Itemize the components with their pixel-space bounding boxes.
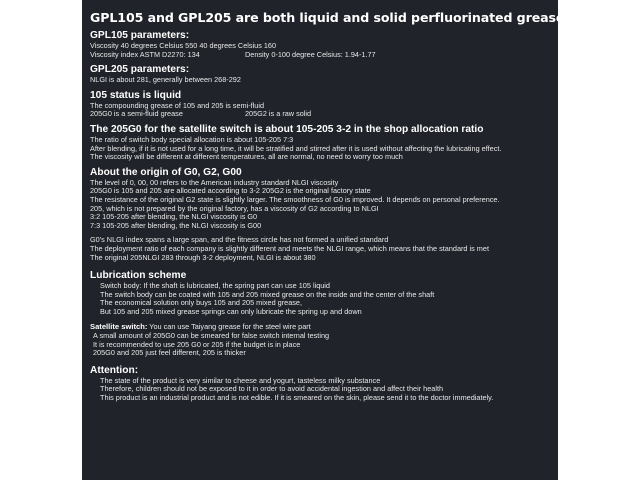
switch-ratio: The ratio of switch body special allocation is about 105-205 7:3 — [90, 134, 294, 144]
origin-note: The deployment ratio of each company is slightly different and meets the NLGI range, which means that the standard is met — [90, 243, 489, 253]
attention-heading: Attention: — [90, 364, 139, 376]
origin-heading: About the origin of G0, G2, G00 — [90, 166, 242, 178]
status-g0: 205G0 is a semi-fluid grease — [90, 109, 183, 119]
origin-line: 3:2 105-205 after blending, the NLGI viscosity is G0 — [90, 212, 258, 222]
origin-line: 205G0 is 105 and 205 are allocated according to 3-2 205G2 is the original factory state — [90, 186, 371, 196]
gpl105-index-row — [90, 51, 550, 60]
info-panel — [82, 0, 615, 480]
lubrication-line: The economical solution only buys 105 and 205 mixed grease, — [100, 298, 303, 308]
lubrication-line: But 105 and 205 mixed grease springs can only lubricate the spring up and down — [100, 306, 362, 316]
lubrication-line: Switch body: If the shaft is lubricated, the spring part can use 105 liquid — [100, 281, 330, 291]
origin-line: The resistance of the original G2 state is slightly larger. The smoothness of G0 is improved. It depends on personal preference. — [90, 194, 500, 204]
switch-viscosity: The viscosity will be different at different temperatures, all are normal, no need to worry too much — [90, 152, 403, 162]
attention-section — [90, 365, 550, 403]
gpl205-heading: GPL205 parameters: — [90, 64, 190, 76]
status-row — [90, 110, 550, 119]
satellite-section — [90, 323, 550, 357]
status-line: The compounding grease of 105 and 205 is semi-fluid — [90, 100, 265, 110]
switch-section — [90, 124, 550, 162]
origin-line: 7:3 105-205 after blending, the NLGI viscosity is G00 — [90, 220, 262, 230]
gpl105-section — [90, 30, 550, 59]
page-title: GPL105 and GPL205 are both liquid and solid perfluorinated grease names — [90, 10, 615, 25]
status-heading: 105 status is liquid — [90, 89, 182, 101]
attention-line: This product is an industrial product and is not edible. If it is smeared on the skin, please send it to the doctor immediately. — [100, 393, 494, 403]
origin-section — [90, 167, 550, 262]
satellite-line: 205G0 and 205 just feel different, 205 is thicker — [93, 348, 246, 358]
satellite-line: It is recommended to use 205 G0 or 205 if the budget is in place — [93, 339, 301, 349]
satellite-label: Satellite switch: — [90, 322, 148, 332]
gpl105-viscosity: Viscosity 40 degrees Celsius 550 40 degrees Celsius 160 — [90, 41, 277, 50]
switch-blending: After blending, if it is not used for a long time, it will be stratified and stirred after it is used without affecting the lubricating effect. — [90, 143, 502, 153]
origin-note: G0's NLGI index spans a large span, and the fitness circle has not formed a unified standard — [90, 235, 389, 245]
satellite-line: A small amount of 205G0 can be smeared for false switch internal testing — [93, 331, 330, 341]
satellite-line: You can use Taiyang grease for the steel wire part — [147, 322, 311, 332]
lubrication-heading: Lubrication scheme — [90, 270, 187, 282]
attention-line: Therefore, children should not be exposed to it in order to avoid accidental ingestion and affect their health — [100, 384, 444, 394]
gpl105-density: Density 0-100 degree Celsius: 1.94-1.77 — [245, 49, 376, 59]
status-section — [90, 90, 550, 119]
gpl205-section — [90, 64, 550, 85]
lubrication-section — [90, 270, 550, 316]
gpl105-heading: GPL105 parameters: — [90, 30, 190, 41]
switch-heading: The 205G0 for the satellite switch is about 105-205 3-2 in the shop allocation ratio — [90, 123, 484, 135]
origin-line: The level of 0, 00, 00 refers to the American industry standard NLGI viscosity — [90, 177, 339, 187]
attention-line: The state of the product is very similar to cheese and yogurt, tasteless milky substance — [100, 375, 381, 385]
origin-line: 205, which is not prepared by the original factory, has a viscosity of G2 according to NLGI — [90, 203, 379, 213]
gpl205-nlgi: NLGI is about 281, generally between 268-292 — [90, 75, 241, 85]
status-g2: 205G2 is a raw solid — [245, 109, 312, 119]
origin-note: The original 205NLGI 283 through 3-2 deployment, NLGI is about 380 — [90, 252, 316, 262]
gpl105-viscosity-index: Viscosity index ASTM D2270: 134 — [90, 49, 200, 59]
lubrication-line: The switch body can be coated with 105 and 205 mixed grease on the inside and the center of the shaft — [100, 289, 435, 299]
